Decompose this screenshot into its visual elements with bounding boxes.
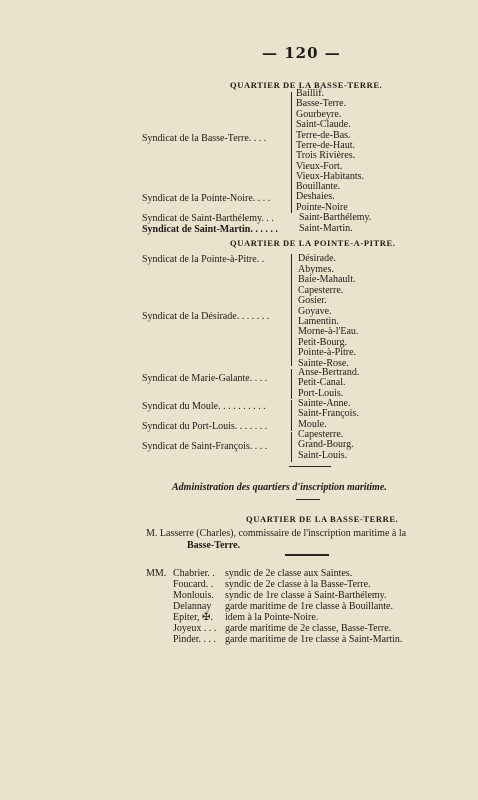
- staff-name: Foucard. .: [173, 579, 214, 590]
- page-number: — 120 —: [262, 44, 341, 62]
- staff-role: syndic de 1re classe à Saint-Barthélemy.: [225, 590, 387, 601]
- commune: Trois Rivières.: [296, 150, 356, 162]
- commune-list: [298, 399, 359, 420]
- staff-role: garde maritime de 2e classe, Basse-Terre.: [225, 623, 392, 634]
- commune: Gourbeyre.: [296, 108, 342, 120]
- syndicat-label: Syndicat de Marie-Galante. . . .: [142, 373, 268, 384]
- commune: Basse-Terre.: [296, 98, 347, 110]
- divider: [285, 554, 329, 556]
- commune: Saint-Barthélemy.: [299, 212, 372, 223]
- commune-list: [299, 224, 353, 234]
- commune: Vieux-Habitants.: [296, 171, 364, 183]
- commune: Petit-Canal.: [298, 377, 346, 389]
- brace: [291, 254, 292, 266]
- syndicat-label: Syndicat de la Désirade. . . . . . .: [142, 311, 270, 322]
- commune: Baillif.: [296, 88, 325, 99]
- divider: [296, 499, 320, 500]
- brace: [291, 92, 292, 184]
- staff-role: syndic de 2e classe à la Basse-Terre.: [225, 579, 371, 590]
- commune: Gosier.: [298, 295, 327, 307]
- brace: [291, 369, 292, 399]
- commune-list: [298, 368, 359, 399]
- commune: Capesterre.: [298, 284, 344, 296]
- commune: Saint-Claude.: [296, 119, 351, 131]
- syndicat-label: Syndicat de la Pointe-à-Pitre. .: [142, 254, 265, 265]
- commune: Sainte-Rose.: [298, 357, 349, 369]
- syndicat-label: Syndicat de Saint-François. . . .: [142, 441, 268, 452]
- staff-name: Epiter, ✠.: [173, 612, 213, 623]
- syndicat-label: Syndicat de la Basse-Terre. . . .: [142, 133, 267, 144]
- commune: Vieux-Fort.: [296, 160, 343, 172]
- brace: [291, 183, 292, 213]
- staff-role: syndic de 2e classe aux Saintes.: [225, 568, 353, 579]
- commune: Port-Louis.: [298, 387, 344, 399]
- syndicat-label: Syndicat de la Pointe-Noire. . . .: [142, 193, 271, 204]
- staff-role: garde maritime de 1re classe à Saint-Martin.: [225, 634, 403, 645]
- syndicat-label: Syndicat de Saint-Barthélemy. . .: [142, 213, 274, 224]
- brace: [291, 432, 292, 462]
- commune: Deshaies.: [296, 191, 335, 203]
- commune-list: [298, 254, 336, 264]
- commune: Désirade.: [298, 253, 337, 264]
- commune: Morne-à-l'Eau.: [298, 326, 359, 338]
- commune-list: [296, 182, 348, 213]
- commune-list: [296, 89, 364, 183]
- commune: Capesterre.: [298, 429, 344, 440]
- commune-list: [299, 213, 371, 223]
- commune: Terre-de-Haut.: [296, 139, 355, 151]
- syndicat-label: Syndicat de Saint-Martin. . . . . .: [142, 224, 278, 235]
- commissaire-line: M. Lasserre (Charles), commissaire de l'inscription maritime à la: [146, 528, 407, 539]
- commune: Pointe-à-Pitre.: [298, 347, 357, 359]
- brace: [291, 400, 292, 420]
- staff-name: Chabrier. .: [173, 568, 215, 579]
- staff-name: Delannay: [173, 601, 212, 612]
- commune: Saint-Louis.: [298, 449, 348, 461]
- staff-role: garde maritime de 1re classe à Bouillante.: [225, 601, 393, 612]
- brace: [291, 420, 292, 431]
- section-heading-pointe-a-pitre: QUARTIER DE LA POINTE-A-PITRE.: [230, 238, 396, 248]
- section-heading-basse-terre: QUARTIER DE LA BASSE-TERRE.: [230, 80, 383, 90]
- syndicat-label: Syndicat du Moule. . . . . . . . . .: [142, 401, 266, 412]
- syndicat-label: Syndicat du Port-Louis. . . . . . .: [142, 421, 268, 432]
- staff-name: Monlouis.: [173, 590, 214, 601]
- commune: Goyave.: [298, 305, 332, 317]
- staff-name: Pinder. . . .: [173, 634, 217, 645]
- commune: Sainte-Anne.: [298, 398, 351, 409]
- divider: [289, 466, 331, 467]
- commune-list: [298, 430, 354, 461]
- commune: Terre-de-Bas.: [296, 129, 351, 141]
- commune: Grand-Bourg.: [298, 439, 354, 451]
- staff-role: idem à la Pointe-Noire.: [225, 612, 319, 623]
- staff-name: Joyeux . . .: [173, 623, 217, 634]
- commune: Lamentin.: [298, 315, 339, 327]
- admin-section-heading: QUARTIER DE LA BASSE-TERRE.: [246, 514, 399, 524]
- commune: Saint-Martin.: [299, 223, 353, 234]
- commune: Saint-François.: [298, 408, 359, 420]
- commune: Petit-Bourg.: [298, 336, 347, 348]
- staff-prefix: MM.: [146, 568, 167, 579]
- brace: [291, 266, 292, 366]
- administration-title: Administration des quartiers d'inscription maritime.: [172, 482, 387, 493]
- commune: Bouillante.: [296, 181, 341, 192]
- commune: Moule.: [298, 419, 327, 430]
- commune: Pointe-Noire: [296, 201, 348, 213]
- commune: Baie-Mahault.: [298, 274, 356, 286]
- commune: Anse-Bertrand.: [298, 367, 360, 378]
- commune-list: [298, 265, 358, 369]
- commune: Abymes.: [298, 264, 334, 275]
- commissaire-line-cont: Basse-Terre.: [187, 540, 241, 551]
